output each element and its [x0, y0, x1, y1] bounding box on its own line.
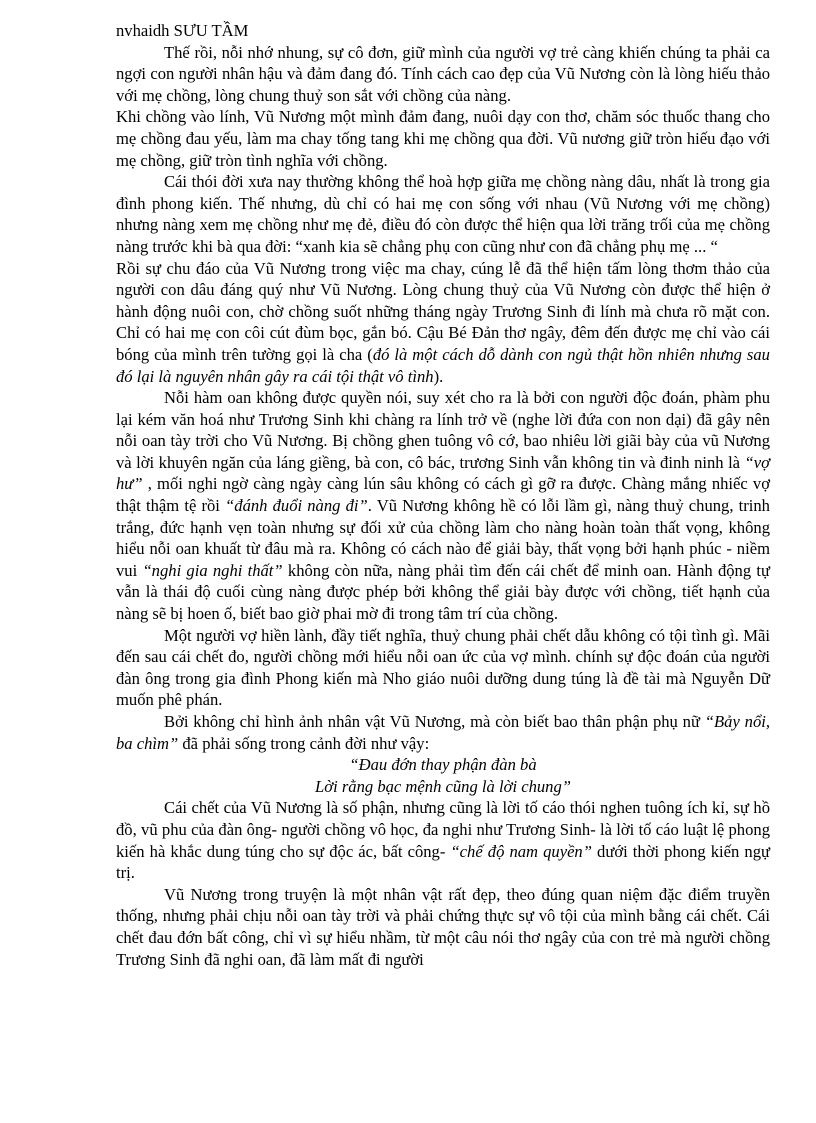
quote-nghi-gia: “nghi gia nghi thất”: [142, 560, 283, 580]
paragraph-6: Một người vợ hiền lành, đầy tiết nghĩa, thuỷ chung phải chết dẫu không có tội tình gì. Mãi đến sau cái chết đo, người chồng mới hiểu nỗi oan ức của vợ mình. chính sự độc đoán của người đàn ông trong gia đình Phong kiến mà Nho giáo nuôi dưỡng dung túng là đề tài mà Nguyễn Dữ muốn phê phán.: [116, 625, 770, 710]
quote-danh-duoi: “đánh đuổi nàng đi”: [225, 496, 368, 516]
verse-line-2: [116, 776, 770, 798]
paragraph-7-text-b: đã phải sống trong cảnh đời như vậy:: [178, 733, 430, 753]
verse-line-1-text: “Đau đớn thay phận đàn bà: [349, 755, 537, 775]
paragraph-7: [116, 711, 770, 754]
paragraph-8-text-b: dưới thời phong kiến ngự trị.: [116, 841, 770, 883]
paragraph-8: [116, 797, 770, 883]
paragraph-1: Thế rồi, nỗi nhớ nhung, sự cô đơn, giữ mình của người vợ trẻ càng khiến chúng ta phải ca ngợi con người nhân hậu và đảm đang đó. Tính cách cao đẹp của Vũ Nương còn là lòng hiếu thảo với mẹ chồng, lòng chung thuỷ son sắt với chồng của nàng.: [116, 42, 770, 105]
paragraph-2: Khi chồng vào lính, Vũ Nương một mình đảm đang, nuôi dạy con thơ, chăm sóc thuốc thang cho mẹ chồng đau yếu, làm ma chay tống tang khi mẹ chồng qua đời. Vũ nương giữ tròn hiếu đạo với mẹ chồng, giữ tròn tình nghĩa với chồng.: [116, 107, 770, 170]
paragraph-4-text: Rồi sự chu đáo của Vũ Nương trong việc ma chay, cúng lễ đã thể hiện tấm lòng thơm thảo của người con dâu đáng quý như Vũ Nương. Lòng chung thuỷ của Vũ Nương còn được thể hiện ở hành động nuôi con, chờ chồng suốt những tháng ngày Trương Sinh đi lính mà chưa rõ mặt con. Chỉ có hai mẹ con côi cút đùm bọc, gắn bó. Cậu Bé Đản thơ ngây, đêm đến được mẹ chỉ vào cái bóng của mình trên tường gọi là cha (: [116, 258, 770, 364]
document-page: [116, 20, 770, 970]
paragraph-4-end: ).: [433, 366, 444, 386]
paragraph-8-text-a: Cái chết của Vũ Nương là số phận, nhưng cũng là lời tố cáo thói nghen tuông ích kỉ, sự hồ đồ, vũ phu của đàn ông- người chồng vô học, đa nghi như Trương Sinh- là lời tố cáo luật lệ phong kiến hà khắc dung túng cho sự độc ác, bất công-: [116, 798, 770, 861]
source-header: nvhaidh SƯU TẦM: [116, 21, 249, 40]
paragraph-9: Vũ Nương trong truyện là một nhân vật rất đẹp, theo đúng quan niệm đặc điểm truyền thống, nhưng phải chịu nỗi oan tày trời và phải chứng thực sự vô tội của mình bằng cái chết. Cái chết đau đớn bất công, chỉ vì sự hiểu nhầm, từ một câu nói thơ ngây của con trẻ mà người chồng Trương Sinh đã nghi oan, đã làm mất đi người: [116, 884, 770, 969]
paragraph-5-text-a: Nỗi hàm oan không được quyền nói, suy xét cho ra là bởi con người độc đoán, phàm phu lại kém văn hoá như Trương Sinh khi chàng ra lính trở về (nghe lời đứa con non dại) đã gây nên nỗi oan tày trời cho Vũ Nương. Bị chồng ghen tuông vô cớ, bao nhiêu lời giãi bày của vũ Nương và lời khuyên ngăn của láng giềng, bà con, cô bác, trương Sinh vẫn không tin và đinh ninh là: [116, 388, 770, 472]
paragraph-4-italic: đó là một cách dỗ dành con ngủ thật hồn nhiên nhưng sau đó lại là nguyên nhân gây ra cái tội thật vô tình: [116, 344, 770, 386]
quote-nam-quyen: “chế độ nam quyền”: [450, 841, 592, 861]
quote-vo-hu: “vợ hư”: [116, 452, 770, 494]
paragraph-5-text-c: . Vũ Nương không hề có lỗi lầm gì, nàng thuỷ chung, trinh trắng, đức hạnh vẹn toàn nhưng sự đối xử của chồng làm cho nàng hoàn toàn thất vọng, không hiểu nỗi oan khuất từ đâu mà ra. Không có cách nào để giải bày, thất vọng bởi hạnh phúc - niềm vui: [116, 496, 770, 580]
paragraph-5-text-b: , mối nghi ngờ càng ngày càng lún sâu không có cách gì gỡ ra được. Chàng mắng nhiếc vợ thật thậm tệ rồi: [116, 474, 770, 516]
verse-line-2-text: Lời rằng bạc mệnh cũng là lời chung”: [314, 776, 571, 796]
paragraph-5-text-d: không còn nữa, nàng phải tìm đến cái chết để minh oan. Hành động tự vẫn là thái độ cuối cùng nàng được phép bởi không thể giải bày được với chồng, tiết hạnh của nàng sẽ bị hoen ố, biết bao giờ phai mờ đi trong tâm trí của chồng.: [116, 560, 770, 624]
paragraph-7-text-a: Bởi không chỉ hình ảnh nhân vật Vũ Nương, mà còn biết bao thân phận phụ nữ: [164, 712, 705, 731]
paragraph-3: Cái thói đời xưa nay thường không thể hoà hợp giữa mẹ chồng nàng dâu, nhất là trong gia đình phong kiến. Thế nhưng, dù chỉ có hai mẹ con sống với nhau (Vũ Nương với mẹ chồng) nhưng nàng xem mẹ chồng như mẹ đẻ, điều đó còn được thể hiện qua lời trăng trối của mẹ chồng nàng trước khi bà qua đời: “xanh kia sẽ chẳng phụ con cũng như con đã chẳng phụ mẹ ... “: [116, 172, 770, 256]
quote-bay-noi: “Bảy nổi, ba chìm”: [116, 712, 771, 753]
paragraph-4: [116, 258, 770, 388]
verse-line-1: [116, 754, 770, 776]
paragraph-5: [116, 387, 770, 625]
